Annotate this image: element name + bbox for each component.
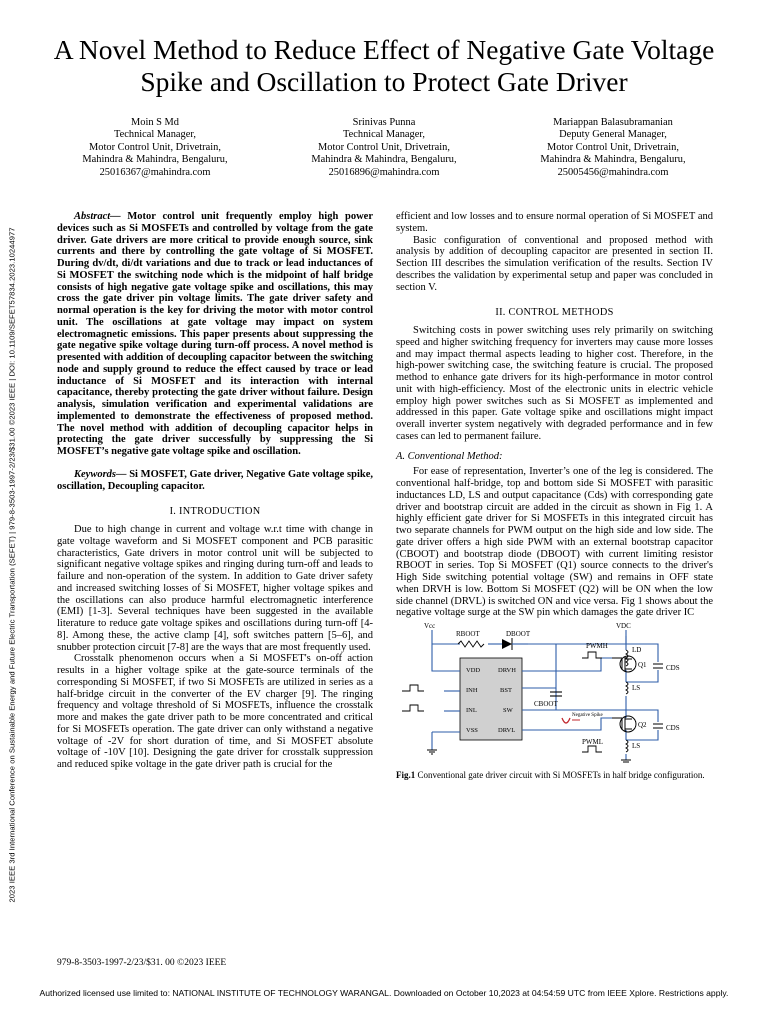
keywords-text: Si MOSFET, Gate driver, Negative Gate voltage spike, oscillation, Decoupling capacitor. xyxy=(57,468,373,492)
rboot-resistor xyxy=(458,641,484,647)
keywords xyxy=(57,469,373,493)
author-name: Mariappan Balasubramanian xyxy=(553,117,673,128)
author-email[interactable]: 25016367@mahindra.com xyxy=(99,166,211,178)
author-role: Deputy General Manager, xyxy=(559,129,667,141)
license-notice: Authorized licensed use limited to: NATIONAL INSTITUTE OF TECHNOLOGY WARANGAL. Downloaded on October 10,2023 at 04:54:59 UTC from IEEE Xplore. Restrictions apply. xyxy=(39,988,729,998)
right-column xyxy=(396,211,713,781)
caption-text: Conventional gate driver circuit with Si MOSFETs in half bridge configuration. xyxy=(415,770,705,780)
author-email[interactable]: 25016896@mahindra.com xyxy=(328,166,440,178)
right-paragraph-3: For ease of representation, Inverter’s one of the leg is considered. The conventional half-bridge, top and bottom side Si MOSFET with parasitic inductances LD, LS and output capacitance (Cds) with corresponding gate driver and bootstrap circuit are added in the circuit as shown in Fig 1. A highly efficient gate driver for Si MOSFETs in this integrated circuit has two separate channels for PWM output on the high side and low side. The gate driver offers a high side PWM with an external bootstrap capacitor (CBOOT) and bootstrap diode (DBOOT) with current limiting resistor RBOOT in series. Top Si MOSFET (Q1) source connects to the driver's High Side switching potential voltage (SW) and remains in OFF state when DRVH is low. Bottom Si MOSFET (Q2) will be ON when the low side channel (DRVL) is switched ON and vice versa. Fig 1 shows about the negative voltage surge at the SW pin which damages the gate driver IC xyxy=(396,466,714,619)
label-cds-top: CDS xyxy=(666,664,680,672)
author-org: Mahindra & Mahindra, Bengaluru, xyxy=(540,154,686,166)
author-role: Technical Manager, xyxy=(114,129,196,141)
label-vcc: Vcc xyxy=(424,622,436,630)
label-cds-bot: CDS xyxy=(666,724,680,732)
author-dept: Motor Control Unit, Drivetrain, xyxy=(318,141,450,153)
author-email[interactable]: 25005456@mahindra.com xyxy=(557,166,669,178)
author-dept: Motor Control Unit, Drivetrain, xyxy=(547,141,679,153)
intro-paragraph-1: Due to high change in current and voltage w.r.t time with change in gate voltage waveform and Si MOSFET component and PCB parasitic characteristics, Gate drivers in motor control unit will be subjected to significant negative voltage spikes and ringing during turn-off and leads to failure and non-operation of the system. In addition to Gate driver safety and increased switching losses of Si MOSFET, higher voltage spikes and the oscillations can also produce harmful electromagnetic interference (EMI) [1-3]. Several techniques have been suggested in the available literature to reduce gate voltage spikes and oscillations during turn-off [4-8]. Among these, the active clamp [4], soft switches pattern [5–6], and snubber protection circuit [7-8] are the ways that are most frequently used. xyxy=(57,524,373,653)
conference-sidebar xyxy=(4,180,20,950)
negative-spike-marker xyxy=(562,718,580,723)
copyright-footer: 979-8-3503-1997-2/23/$31. 00 ©2023 IEEE xyxy=(57,958,227,968)
label-pwmh: PWMH xyxy=(586,642,608,650)
author-3 xyxy=(498,117,728,179)
pin-label: DRVL xyxy=(498,727,516,734)
abstract-text: Motor control unit frequently employ high power devices such as Si MOSFETs and controlled by voltage from the gate driver. Gate drivers are more critical to provide enough source, sink currents and there by controlling the gate voltage of Si MOSFET. During dv/dt, di/dt variations and due to track or lead inductances of Si MOSFET the switching node which is the midpoint of half bridge consists of high negative gate voltage spike and oscillations, this may cross the gate driver pin voltage limits. The gate driver safety and normal operation is the key for driving the motor with motor control unit. The oscillations at gate voltage may impact on system electromagnetic emissions. This paper presents about suppressing the gate negative spike voltage during turn-off process. A novel method is presented with addition of decoupling capacitor between the switching node and supply ground to reduce the effect caused by trace or lead inductance of Si MOSFET and its interaction with internal capacitance, thereby protecting the gate driver without failure. Design analysis, simulation verification and experimental validations are implemented to demonstrate the effectiveness of proposed method. The novel method with addition of decoupling capacitor helps in protecting the gate driver successfully by suppressing the Si MOSFET’s negative gate voltage spike and oscillation. xyxy=(57,211,373,457)
abstract-label: Abstract— xyxy=(74,211,121,222)
pin-label: VSS xyxy=(466,727,478,734)
pin-label: SW xyxy=(503,707,513,714)
author-dept: Motor Control Unit, Drivetrain, xyxy=(89,141,221,153)
label-rboot: RBOOT xyxy=(456,630,480,638)
label-pwml: PWML xyxy=(582,738,603,746)
author-org: Mahindra & Mahindra, Bengaluru, xyxy=(311,154,457,166)
right-paragraph-continued: efficient and low losses and to ensure normal operation of Si MOSFET and system. xyxy=(396,211,713,234)
label-q2: Q2 xyxy=(638,721,647,729)
author-1 xyxy=(40,117,270,179)
label-cboot: CBOOT xyxy=(534,700,558,708)
sidebar-text: 2023 IEEE 3rd International Conference on Sustainable Energy and Future Electric Transportation (SEFET) | 979-8-3503-1997-2/23/$31.00 ©2023 IEEE | DOI: 10.1109/SEFET57834.2023.10244977 xyxy=(7,227,17,903)
author-name: Srinivas Punna xyxy=(352,117,416,128)
q1-mosfet xyxy=(612,656,636,672)
label-q1: Q1 xyxy=(638,661,647,669)
paper-title: A Novel Method to Reduce Effect of Negative Gate Voltage Spike and Oscillation to Protect Gate Driver xyxy=(53,34,715,97)
dboot-diode xyxy=(502,638,528,650)
author-name: Moin S Md xyxy=(131,117,179,128)
pin-label: INH xyxy=(466,687,478,694)
right-paragraph-2: Switching costs in power switching uses rely primarily on switching speed and higher switching frequency for inverters may cause more losses and may impact thermal aspects leading to higher cost. Therefore, in the high-power switching case, the switching feature is crucial. The proposed method to enhance gate drivers for its high-performance in motor control unit with high-efficiency. Most of the electronic units in electric vehicle employ high power switches such as Si MOSFET as implemented and addressed in this paper. Gate voltage spike and oscillations might impact overall inverter system negatively with degraded performance and in few cases can led to permanent failure. xyxy=(396,325,713,442)
q2-mosfet xyxy=(612,716,636,732)
caption-label: Fig.1 xyxy=(396,770,416,780)
label-ld: LD xyxy=(632,646,642,654)
figure-1-circuit xyxy=(396,622,708,764)
author-role: Technical Manager, xyxy=(343,129,425,141)
section-heading-introduction: I. INTRODUCTION xyxy=(169,506,261,518)
subsection-heading-conventional: A. Conventional Method: xyxy=(396,450,503,462)
pin-label: VDD xyxy=(466,667,481,674)
label-vdc: VDC xyxy=(616,622,631,630)
intro-paragraph-2: Crosstalk phenomenon occurs when a Si MOSFET's on-off action results in a higher voltage spike at the gate-source terminals of the corresponding Si MOSFET, if two Si MOSFETs are utilized in series as a half-bridge circuit in the converter of the EV charger [9]. The ringing frequency and voltage threshold of Si MOSFETs, influence the crosstalk more and makes the gate driver path to be more concentrated and critical for Si MOSFETs operation. The gate driver can only withstand a negative voltage of -2V for short duration of time, and Si MOSFET absolute voltage of -10V [10]. Designing the gate driver for crosstalk suppression and reduced spike voltage in the gate driver path is crucial for the xyxy=(57,653,373,770)
pin-label: INL xyxy=(466,707,477,714)
label-ls-top: LS xyxy=(632,684,641,692)
author-org: Mahindra & Mahindra, Bengaluru, xyxy=(82,154,228,166)
label-ls-bot: LS xyxy=(632,742,641,750)
section-heading-control-methods: II. CONTROL METHODS xyxy=(495,307,614,319)
abstract xyxy=(57,211,373,458)
figure-caption xyxy=(396,770,713,781)
label-negative-spike: Negative Spike xyxy=(572,713,603,718)
right-paragraph-1: Basic configuration of conventional and proposed method with analysis by addition of decoupling capacitor are presented in section II. Section III describes the simulation verification of the results. Section IV describes the validation by experimental setup and paper was concluded in section V. xyxy=(396,234,713,293)
label-dboot: DBOOT xyxy=(506,630,531,638)
keywords-label: Keywords— xyxy=(74,468,127,480)
pin-label: DRVH xyxy=(498,667,516,674)
circuit-diagram xyxy=(396,622,708,764)
author-2 xyxy=(269,117,499,179)
left-column xyxy=(57,211,373,771)
pin-label: BST xyxy=(500,687,512,694)
